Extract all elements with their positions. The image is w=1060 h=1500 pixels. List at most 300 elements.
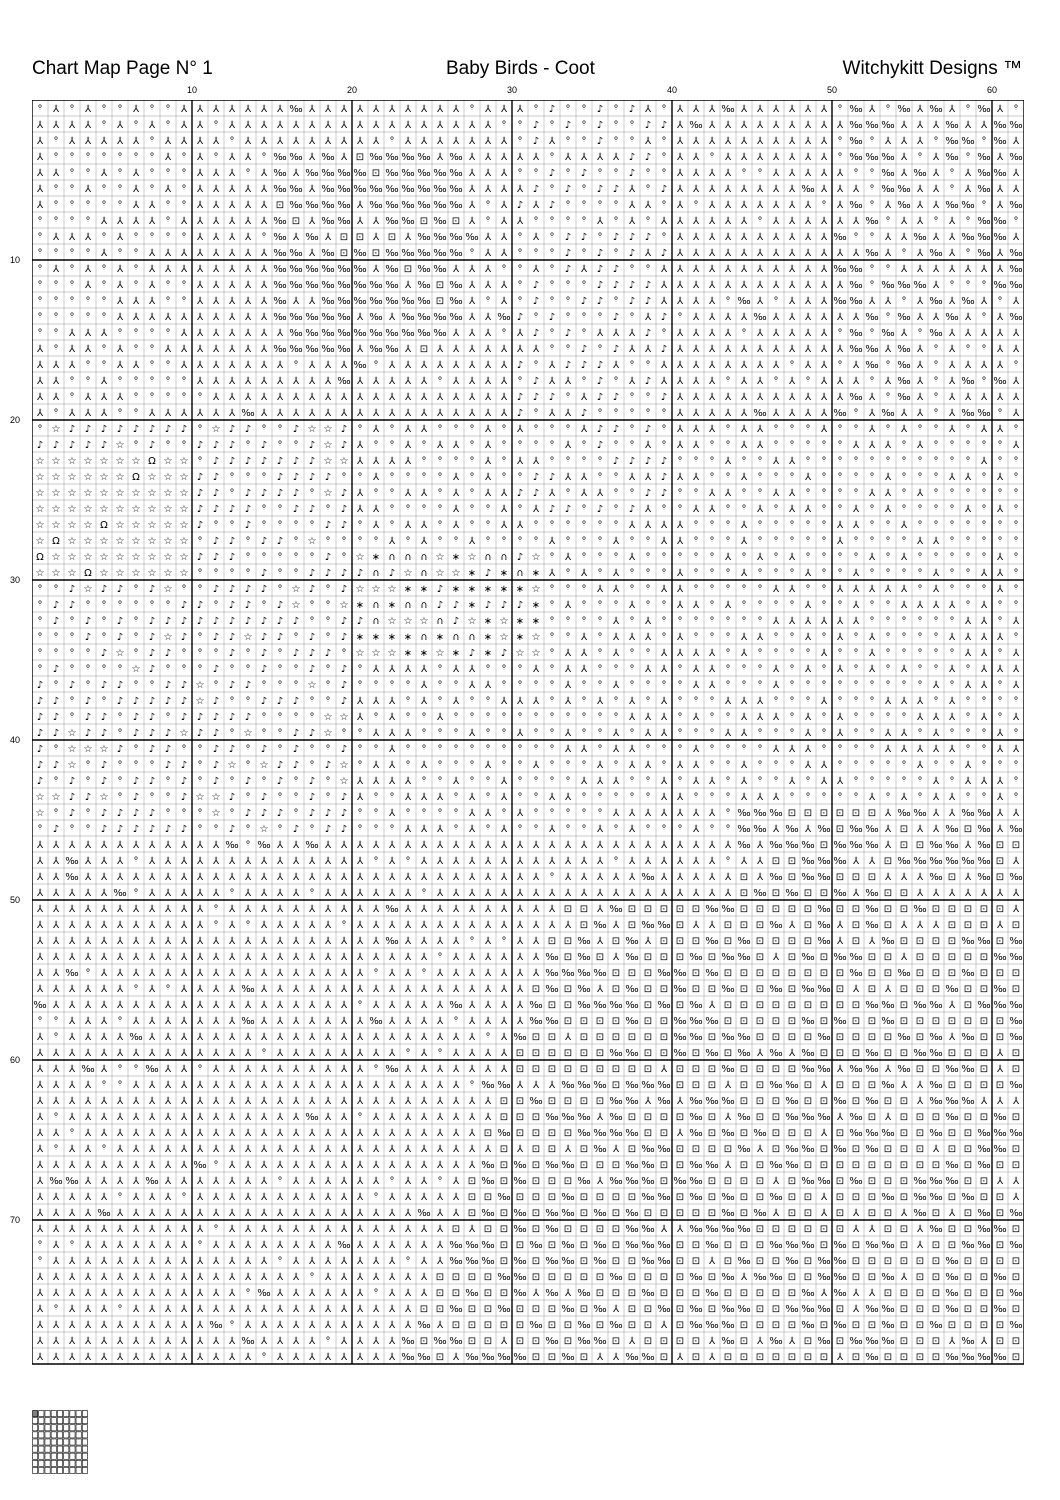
stitch-symbol: ⅄ <box>564 664 572 675</box>
stitch-symbol: ‰ <box>577 1176 591 1187</box>
stitch-symbol: ° <box>645 168 651 179</box>
stitch-symbol: ♪ <box>596 184 604 195</box>
stitch-symbol: ° <box>949 520 955 531</box>
stitch-symbol: ⊡ <box>627 1304 637 1315</box>
stitch-symbol: ♪ <box>548 312 556 323</box>
stitch-symbol: ‰ <box>689 1160 703 1171</box>
stitch-symbol: ‰ <box>257 1288 271 1299</box>
stitch-symbol: ‰ <box>753 312 767 323</box>
stitch-symbol: ° <box>885 520 891 531</box>
stitch-symbol: ° <box>613 120 619 131</box>
stitch-symbol: ° <box>789 360 795 371</box>
stitch-symbol: ⅄ <box>340 1160 348 1171</box>
stitch-symbol: ⅄ <box>660 696 668 707</box>
stitch-symbol: ‰ <box>993 232 1007 243</box>
stitch-symbol: ⅄ <box>356 104 364 115</box>
stitch-symbol: ° <box>453 824 459 835</box>
stitch-symbol: ⊡ <box>803 1192 813 1203</box>
stitch-symbol: ⊡ <box>723 1016 733 1027</box>
stitch-symbol: ‰ <box>385 184 399 195</box>
stitch-symbol: ‰ <box>625 1128 639 1139</box>
stitch-symbol: ‰ <box>881 1128 895 1139</box>
stitch-symbol: ⅄ <box>356 1256 364 1267</box>
stitch-symbol: ⊡ <box>963 1288 973 1299</box>
stitch-symbol: ⅄ <box>100 936 108 947</box>
stitch-symbol: ° <box>229 888 235 899</box>
stitch-symbol: ♪ <box>484 600 492 611</box>
stitch-symbol: ⅄ <box>916 360 924 371</box>
stitch-symbol: ° <box>885 760 891 771</box>
stitch-symbol: ⊡ <box>531 1112 541 1123</box>
stitch-symbol: ⅄ <box>180 1128 188 1139</box>
stitch-symbol: ⅄ <box>948 472 956 483</box>
stitch-symbol: ⅄ <box>692 216 700 227</box>
stitch-symbol: ⊡ <box>851 904 861 915</box>
stitch-symbol: ⅄ <box>580 664 588 675</box>
stitch-symbol: ⅄ <box>404 952 412 963</box>
stitch-symbol: ‰ <box>481 1256 495 1267</box>
stitch-symbol: ° <box>837 696 843 707</box>
stitch-symbol: ⊡ <box>867 952 877 963</box>
stitch-symbol: ° <box>69 648 75 659</box>
stitch-symbol: ° <box>53 136 59 147</box>
stitch-symbol: ⅄ <box>84 936 92 947</box>
stitch-symbol: ⅄ <box>308 856 316 867</box>
stitch-symbol: ⊡ <box>691 936 701 947</box>
stitch-symbol: ⅄ <box>148 888 156 899</box>
stitch-symbol: ⊡ <box>931 936 941 947</box>
stitch-symbol: ‰ <box>209 1320 223 1331</box>
stitch-symbol: ° <box>597 552 603 563</box>
stitch-symbol: ⊡ <box>531 1336 541 1347</box>
stitch-symbol: ⅄ <box>916 888 924 899</box>
stitch-symbol: ⅄ <box>276 1304 284 1315</box>
stitch-symbol: ‰ <box>897 1064 911 1075</box>
stitch-symbol: ⅄ <box>324 920 332 931</box>
stitch-symbol: ° <box>613 696 619 707</box>
stitch-symbol: ⅄ <box>292 872 300 883</box>
stitch-symbol: ° <box>549 216 555 227</box>
stitch-symbol: ° <box>949 728 955 739</box>
stitch-symbol: ⅄ <box>196 1176 204 1187</box>
stitch-symbol: ° <box>773 504 779 515</box>
stitch-symbol: ‰ <box>833 1096 847 1107</box>
stitch-symbol: ⅄ <box>388 1016 396 1027</box>
stitch-symbol: ⅄ <box>836 728 844 739</box>
stitch-symbol: ° <box>197 664 203 675</box>
stitch-symbol: ⅄ <box>180 1096 188 1107</box>
stitch-symbol: ⊡ <box>547 1000 557 1011</box>
stitch-symbol: ⊡ <box>947 1144 957 1155</box>
stitch-symbol: ⅄ <box>516 424 524 435</box>
stitch-symbol: ⅄ <box>164 872 172 883</box>
stitch-symbol: ° <box>53 1144 59 1155</box>
stitch-symbol: ⊡ <box>851 920 861 931</box>
stitch-symbol: ‰ <box>993 1224 1007 1235</box>
stitch-symbol: ⅄ <box>100 248 108 259</box>
stitch-symbol: ⅄ <box>340 1032 348 1043</box>
stitch-symbol: ⊡ <box>995 1256 1005 1267</box>
stitch-symbol: ° <box>581 200 587 211</box>
stitch-symbol: ⅄ <box>132 1192 140 1203</box>
stitch-symbol: ☆ <box>51 472 61 483</box>
stitch-symbol: ‰ <box>833 1320 847 1331</box>
stitch-symbol: ♪ <box>628 280 636 291</box>
stitch-symbol: ° <box>309 520 315 531</box>
stitch-symbol: ⅄ <box>468 296 476 307</box>
stitch-symbol: ‰ <box>929 1224 943 1235</box>
stitch-symbol: ⊡ <box>723 1048 733 1059</box>
stitch-symbol: ⅄ <box>164 408 172 419</box>
stitch-symbol: ⅄ <box>756 328 764 339</box>
stitch-symbol: ° <box>693 520 699 531</box>
stitch-symbol: ° <box>469 696 475 707</box>
stitch-symbol: ° <box>965 744 971 755</box>
stitch-symbol: ‰ <box>881 1320 895 1331</box>
stitch-symbol: ⅄ <box>932 1144 940 1155</box>
stitch-symbol: ⅄ <box>212 872 220 883</box>
stitch-symbol: ⊡ <box>915 1352 925 1363</box>
stitch-symbol: ° <box>357 520 363 531</box>
stitch-symbol: ° <box>37 616 43 627</box>
stitch-symbol: ∩ <box>372 568 380 579</box>
stitch-symbol: ⅄ <box>772 152 780 163</box>
stitch-symbol: ° <box>581 184 587 195</box>
stitch-symbol: ⅄ <box>596 888 604 899</box>
stitch-symbol: ⅄ <box>292 1320 300 1331</box>
stitch-symbol: ⅄ <box>452 1160 460 1171</box>
stitch-symbol: ° <box>101 632 107 643</box>
stitch-symbol: ⊡ <box>787 1192 797 1203</box>
stitch-symbol: ⅄ <box>644 520 652 531</box>
stitch-symbol: ⅄ <box>260 120 268 131</box>
stitch-symbol: ⊡ <box>867 1192 877 1203</box>
stitch-symbol: ⅄ <box>132 1016 140 1027</box>
stitch-symbol: ♪ <box>292 744 300 755</box>
stitch-symbol: ⅄ <box>180 872 188 883</box>
stitch-symbol: ☆ <box>99 456 109 467</box>
stitch-symbol: ° <box>325 504 331 515</box>
stitch-symbol: ° <box>597 472 603 483</box>
stitch-symbol: ⅄ <box>820 120 828 131</box>
stitch-symbol: ⅄ <box>388 1000 396 1011</box>
stitch-symbol: ‰ <box>1009 1320 1023 1331</box>
stitch-symbol: ° <box>485 1032 491 1043</box>
stitch-symbol: ♪ <box>180 616 188 627</box>
stitch-symbol: ⊡ <box>483 1288 493 1299</box>
stitch-symbol: ♪ <box>452 616 460 627</box>
stitch-symbol: ° <box>629 360 635 371</box>
stitch-symbol: ‰ <box>593 1240 607 1251</box>
stitch-symbol: ‰ <box>449 1336 463 1347</box>
stitch-symbol: ⊡ <box>611 984 621 995</box>
stitch-symbol: ⅄ <box>324 232 332 243</box>
stitch-symbol: ° <box>693 616 699 627</box>
stitch-symbol: ⅄ <box>196 952 204 963</box>
stitch-symbol: ⅄ <box>340 1128 348 1139</box>
stitch-symbol: ‰ <box>497 1080 511 1091</box>
stitch-symbol: ⅄ <box>740 120 748 131</box>
stitch-symbol: ⊡ <box>739 904 749 915</box>
stitch-symbol: ☆ <box>179 488 189 499</box>
stitch-symbol: ⅄ <box>852 584 860 595</box>
stitch-symbol: ⊡ <box>755 1352 765 1363</box>
stitch-symbol: ° <box>85 776 91 787</box>
stitch-symbol: ∩ <box>372 600 380 611</box>
stitch-symbol: ⅄ <box>644 136 652 147</box>
stitch-symbol: ‰ <box>705 1224 719 1235</box>
stitch-symbol: ⅄ <box>228 1096 236 1107</box>
stitch-symbol: ⊡ <box>739 1352 749 1363</box>
stitch-symbol: ⅄ <box>452 392 460 403</box>
stitch-symbol: ‰ <box>641 872 655 883</box>
stitch-symbol: ⊡ <box>659 904 669 915</box>
stitch-symbol: ‰ <box>849 152 863 163</box>
stitch-symbol: ° <box>821 536 827 547</box>
stitch-symbol: ⅄ <box>260 1160 268 1171</box>
stitch-symbol: ° <box>581 600 587 611</box>
stitch-symbol: ♪ <box>148 728 156 739</box>
stitch-symbol: ⅄ <box>788 104 796 115</box>
stitch-symbol: ⅄ <box>276 920 284 931</box>
stitch-symbol: ⊡ <box>483 1192 493 1203</box>
stitch-symbol: ⅄ <box>196 344 204 355</box>
stitch-symbol: ‰ <box>977 856 991 867</box>
stitch-symbol: ⅄ <box>660 1320 668 1331</box>
stitch-symbol: ♪ <box>292 456 300 467</box>
stitch-symbol: ⊡ <box>579 1064 589 1075</box>
stitch-symbol: ⅄ <box>132 1000 140 1011</box>
stitch-symbol: ⅄ <box>340 888 348 899</box>
stitch-symbol: ⊡ <box>691 968 701 979</box>
stitch-symbol: ⅄ <box>596 840 604 851</box>
stitch-symbol: ⅄ <box>36 200 44 211</box>
stitch-symbol: ‰ <box>625 1160 639 1171</box>
stitch-symbol: ° <box>517 472 523 483</box>
stitch-symbol: ⅄ <box>372 1160 380 1171</box>
stitch-symbol: ⊡ <box>851 1096 861 1107</box>
stitch-symbol: ⅄ <box>404 1144 412 1155</box>
stitch-symbol: ⅄ <box>100 1000 108 1011</box>
stitch-symbol: ‰ <box>641 1224 655 1235</box>
stitch-symbol: ° <box>213 600 219 611</box>
stitch-symbol: ° <box>469 424 475 435</box>
stitch-symbol: ° <box>213 824 219 835</box>
stitch-symbol: ⅄ <box>372 1128 380 1139</box>
stitch-symbol: ⅄ <box>372 216 380 227</box>
stitch-symbol: ⅄ <box>436 1224 444 1235</box>
stitch-symbol: ⅄ <box>676 536 684 547</box>
stitch-symbol: ☆ <box>131 504 141 515</box>
stitch-symbol: ° <box>773 520 779 531</box>
stitch-symbol: ☆ <box>467 616 477 627</box>
stitch-symbol: ° <box>533 744 539 755</box>
stitch-symbol: ⅄ <box>404 776 412 787</box>
stitch-symbol: Ω <box>84 568 92 579</box>
stitch-symbol: ⅄ <box>692 504 700 515</box>
stitch-symbol: ⅄ <box>772 136 780 147</box>
stitch-symbol: ° <box>373 1288 379 1299</box>
stitch-symbol: ☆ <box>83 536 93 547</box>
stitch-symbol: ‰ <box>273 344 287 355</box>
stitch-symbol: ‰ <box>545 968 559 979</box>
stitch-symbol: ⅄ <box>964 264 972 275</box>
stitch-symbol: ‰ <box>353 184 367 195</box>
stitch-symbol: ⅄ <box>372 696 380 707</box>
stitch-symbol: ⅄ <box>244 1096 252 1107</box>
stitch-symbol: ° <box>949 168 955 179</box>
stitch-symbol: ° <box>101 344 107 355</box>
stitch-symbol: ⅄ <box>324 120 332 131</box>
stitch-symbol: ⅄ <box>516 1016 524 1027</box>
stitch-symbol: ⅄ <box>884 504 892 515</box>
stitch-symbol: ⅄ <box>196 328 204 339</box>
stitch-symbol: ☆ <box>339 776 349 787</box>
stitch-symbol: ⅄ <box>292 1016 300 1027</box>
stitch-symbol: ♪ <box>452 600 460 611</box>
stitch-symbol: ⅄ <box>868 392 876 403</box>
stitch-symbol: ⅄ <box>804 728 812 739</box>
stitch-symbol: ‰ <box>849 1176 863 1187</box>
stitch-symbol: ⅄ <box>804 216 812 227</box>
stitch-symbol: ‰ <box>993 984 1007 995</box>
stitch-symbol: ‰ <box>689 1016 703 1027</box>
stitch-symbol: ⅄ <box>292 296 300 307</box>
stitch-symbol: ⊡ <box>643 1320 653 1331</box>
stitch-symbol: ° <box>245 1288 251 1299</box>
stitch-symbol: ‰ <box>273 216 287 227</box>
stitch-symbol: ‰ <box>465 232 479 243</box>
stitch-symbol: ⅄ <box>804 600 812 611</box>
stitch-symbol: ⊡ <box>915 1320 925 1331</box>
stitch-symbol: ⅄ <box>548 568 556 579</box>
stitch-symbol: ⊡ <box>963 1304 973 1315</box>
stitch-symbol: ⅄ <box>308 1096 316 1107</box>
stitch-symbol: ⅄ <box>100 920 108 931</box>
stitch-symbol: ⊡ <box>499 1208 509 1219</box>
stitch-symbol: ‰ <box>433 184 447 195</box>
stitch-symbol: ° <box>613 504 619 515</box>
stitch-symbol: ⅄ <box>980 456 988 467</box>
stitch-symbol: ⅄ <box>468 952 476 963</box>
stitch-symbol: ° <box>533 104 539 115</box>
stitch-symbol: ⅄ <box>756 792 764 803</box>
stitch-symbol: ⅄ <box>84 1256 92 1267</box>
stitch-symbol: ° <box>101 296 107 307</box>
stitch-symbol: ⅄ <box>756 296 764 307</box>
stitch-symbol: ⅄ <box>516 1144 524 1155</box>
stitch-symbol: ° <box>677 456 683 467</box>
stitch-symbol: ⅄ <box>132 1272 140 1283</box>
stitch-symbol: ° <box>613 376 619 387</box>
stitch-symbol: ⅄ <box>52 1288 60 1299</box>
stitch-symbol: ⅄ <box>708 136 716 147</box>
stitch-symbol: ⊡ <box>515 1048 525 1059</box>
column-label: 20 <box>346 85 358 95</box>
stitch-symbol: ⅄ <box>708 856 716 867</box>
stitch-symbol: ⊡ <box>531 1048 541 1059</box>
stitch-symbol: ⊡ <box>707 1128 717 1139</box>
stitch-symbol: ⅄ <box>468 328 476 339</box>
stitch-symbol: ⊡ <box>483 1272 493 1283</box>
stitch-symbol: ☆ <box>147 568 157 579</box>
stitch-symbol: ⅄ <box>84 888 92 899</box>
stitch-symbol: ⅄ <box>196 1096 204 1107</box>
stitch-symbol: ⅄ <box>420 136 428 147</box>
stitch-symbol: ⅄ <box>836 936 844 947</box>
stitch-symbol: ⅄ <box>836 120 844 131</box>
stitch-symbol: ⅄ <box>548 360 556 371</box>
stitch-symbol: ⊡ <box>915 1064 925 1075</box>
stitch-symbol: ⅄ <box>132 1240 140 1251</box>
stitch-symbol: ☆ <box>163 552 173 563</box>
stitch-symbol: ♪ <box>548 104 556 115</box>
stitch-symbol: ° <box>757 760 763 771</box>
stitch-symbol: ⅄ <box>356 1336 364 1347</box>
stitch-symbol: ⅄ <box>660 728 668 739</box>
stitch-symbol: ⅄ <box>532 888 540 899</box>
stitch-symbol: ‰ <box>129 1032 143 1043</box>
stitch-symbol: ° <box>661 104 667 115</box>
stitch-symbol: ° <box>565 584 571 595</box>
stitch-symbol: ⅄ <box>52 1000 60 1011</box>
stitch-symbol: ♪ <box>196 600 204 611</box>
stitch-symbol: ° <box>181 232 187 243</box>
stitch-symbol: ⅄ <box>324 1064 332 1075</box>
stitch-symbol: ⅄ <box>452 344 460 355</box>
stitch-symbol: ⅄ <box>276 1032 284 1043</box>
stitch-symbol: ⅄ <box>436 968 444 979</box>
stitch-symbol: ⅄ <box>52 1048 60 1059</box>
stitch-symbol: ⊡ <box>947 1224 957 1235</box>
stitch-symbol: ⅄ <box>148 904 156 915</box>
stitch-symbol: ⊡ <box>915 1336 925 1347</box>
stitch-symbol: ° <box>549 632 555 643</box>
stitch-symbol: ♪ <box>564 504 572 515</box>
stitch-symbol: ⅄ <box>996 1096 1004 1107</box>
stitch-symbol: ⅄ <box>212 200 220 211</box>
stitch-symbol: ⅄ <box>788 344 796 355</box>
stitch-symbol: ♪ <box>260 792 268 803</box>
stitch-symbol: ° <box>405 536 411 547</box>
stitch-symbol: ° <box>309 712 315 723</box>
stitch-symbol: ⅄ <box>980 568 988 579</box>
stitch-symbol: ⅄ <box>884 584 892 595</box>
stitch-symbol: ‰ <box>993 1144 1007 1155</box>
stitch-symbol: ° <box>485 200 491 211</box>
stitch-symbol: ⅄ <box>484 1144 492 1155</box>
stitch-symbol: ⅄ <box>356 1016 364 1027</box>
stitch-symbol: ° <box>149 152 155 163</box>
stitch-symbol: ⅄ <box>100 1128 108 1139</box>
stitch-symbol: ⅄ <box>340 1272 348 1283</box>
stitch-symbol: ⅄ <box>484 456 492 467</box>
stitch-symbol: ⅄ <box>452 776 460 787</box>
stitch-symbol: ⅄ <box>740 712 748 723</box>
stitch-symbol: ‰ <box>721 1032 735 1043</box>
stitch-symbol: ° <box>117 760 123 771</box>
stitch-symbol: ° <box>677 824 683 835</box>
stitch-symbol: ⅄ <box>116 360 124 371</box>
stitch-symbol: ⅄ <box>228 344 236 355</box>
stitch-symbol: ⅄ <box>212 1144 220 1155</box>
stitch-symbol: ⊡ <box>819 840 829 851</box>
stitch-symbol: ‰ <box>721 1192 735 1203</box>
stitch-symbol: ⅄ <box>308 872 316 883</box>
stitch-symbol: ⅄ <box>692 360 700 371</box>
stitch-symbol: ⅄ <box>868 104 876 115</box>
stitch-symbol: ° <box>885 456 891 467</box>
